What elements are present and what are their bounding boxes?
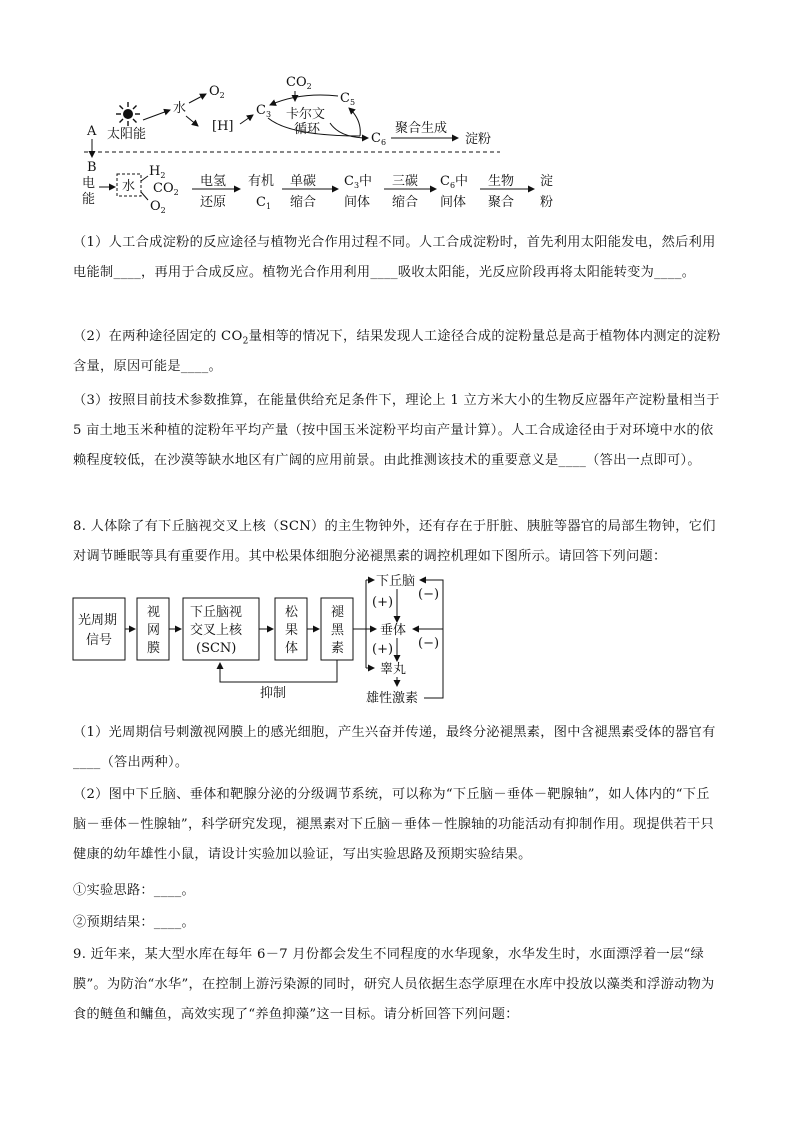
box4-line3: 体	[285, 641, 299, 656]
step1-bot: 还原	[200, 195, 227, 210]
co2b-label: $CO_2$	[153, 181, 179, 197]
step3-top: 三碳	[392, 174, 419, 189]
minus-label-2: (−)	[418, 636, 440, 651]
box1-line2: 信号	[86, 633, 113, 648]
melatonin-regulation-diagram	[70, 570, 460, 712]
q8-result: ②预期结果：____。	[73, 915, 195, 930]
h2-label: $H_2$	[149, 164, 166, 180]
water-label: 水	[173, 101, 187, 116]
q7-part2: （2）在两种途径固定的 $CO_2$量相等的情况下，结果发现人工途径合成的淀粉量总是高于植物体内测定的淀粉含量，原因可能是____。	[73, 329, 721, 374]
q8-part2: （2）图中下丘脑、垂体和靶腺分泌的分级调节系统，可以称为“下丘脑－垂体－靶腺轴”，如人体内的“下丘脑－垂体－性腺轴”，科学研究发现，褪黑素对下丘脑－垂体－性腺轴的功能活动有抑制作用。现提供若干只健康的幼年雄性小鼠，请设计实验加以验证，写出实验思路及预期实验结果。	[73, 787, 714, 862]
h-to-c3-arrow	[240, 115, 253, 124]
water2-label: 水	[122, 179, 136, 194]
product3-bot: 间体	[440, 195, 467, 210]
calvin-label-2: 循环	[294, 122, 321, 137]
q7-part1: （1）人工合成淀粉的反应途径与植物光合作用过程不同。人工合成淀粉时，首先利用太阳能发电，然后利用电能制____，再用于合成反应。植物光合作用利用____吸收太阳能，光反应阶段再将太阳能转变为____。	[73, 235, 716, 280]
step2-bot: 缩合	[290, 195, 317, 210]
elec-label-2: 能	[82, 192, 96, 207]
calvin-label-1: 卡尔文	[286, 107, 326, 122]
product2-bot: 间体	[344, 195, 371, 210]
minus-label-1: (−)	[418, 587, 440, 602]
product3-top: $C_6$中	[440, 174, 469, 190]
step4-bot: 聚合	[488, 195, 515, 210]
box3-line3: (SCN)	[196, 641, 237, 656]
inhibit-label: 抑制	[260, 686, 287, 701]
hypothalamus-label: 下丘脑	[376, 574, 416, 589]
o2-label: $O_2$	[209, 84, 225, 100]
sun-icon	[116, 102, 140, 126]
plus-label-1: (+)	[372, 595, 394, 610]
step2-top: 单碳	[290, 174, 317, 189]
box3-line1: 下丘脑视	[190, 605, 243, 620]
cycle-return-arrow	[349, 108, 360, 136]
box1-line1: 光周期	[78, 613, 118, 628]
androgen-label: 雄性激素	[366, 691, 419, 706]
box3-line2: 交叉上核	[190, 623, 243, 638]
box-light-signal	[73, 598, 125, 660]
step1-top: 电氢	[200, 174, 227, 189]
inhibit-loop	[220, 660, 337, 682]
c6-label: $C_6$	[371, 131, 387, 147]
c5-label: $C_5$	[340, 91, 356, 107]
product4-top: 淀	[540, 174, 554, 189]
q8-idea: ①实验思路：____。	[73, 883, 195, 898]
product4-bot: 粉	[540, 195, 554, 210]
box5-line2: 黑	[331, 623, 345, 638]
step4-top: 生物	[488, 174, 515, 189]
sun-to-water-arrow	[143, 110, 170, 120]
water-to-h-arrow	[186, 116, 198, 126]
c5-to-c3-arrow	[270, 95, 338, 105]
co2-label: $CO_2$	[286, 75, 312, 91]
polymer-label: 聚合生成	[395, 121, 448, 136]
c3-label: $C_3$	[256, 103, 272, 119]
pituitary-label: 垂体	[380, 623, 407, 638]
water-to-o2-arrow	[189, 94, 206, 103]
product1-bot: $C_1$	[256, 195, 272, 211]
starch-pathway-diagram	[70, 68, 590, 218]
starch-label: 淀粉	[465, 132, 492, 147]
q8-intro: 8. 人体除了有下丘脑视交叉上核（SCN）的主生物钟外，还有存在于肝脏、胰脏等器官的局部生物钟，它们对调节睡眠等具有重要作用。其中松果体细胞分泌褪黑素的调控机理如下图所示。请回答下列问题：	[73, 519, 716, 564]
step3-bot: 缩合	[392, 195, 419, 210]
product1-top: 有机	[248, 174, 275, 189]
sun-energy-label: 太阳能	[107, 127, 147, 142]
o2b-label: $O_2$	[150, 199, 166, 215]
box2-line3: 膜	[147, 641, 161, 656]
testis-label: 睾丸	[380, 662, 407, 677]
label-b: B	[87, 160, 97, 175]
h-label: [H]	[212, 119, 234, 134]
product2-top: $C_3$中	[344, 174, 373, 190]
box5-line1: 褪	[331, 605, 345, 620]
water-to-h2-arrow	[141, 176, 148, 181]
label-a: A	[87, 124, 97, 139]
box4-line1: 松	[285, 605, 299, 620]
box4-line2: 果	[285, 623, 299, 638]
q7-part3: （3）按照目前技术参数推算，在能量供给充足条件下，理论上 1 立方米大小的生物反应器年产淀粉量相当于 5 亩土地玉米种植的淀粉年平均产量（按中国玉米淀粉平均亩产量计算）。人工合成途径由于对环境中水的依赖程度较低，在沙漠等缺水地区有广阔的应用前景。由此推测该技术的重要意义是____（答出一点即可）。	[73, 393, 720, 468]
q8-part1: （1）光周期信号刺激视网膜上的感光细胞，产生兴奋并传递，最终分泌褪黑素，图中含褪黑素受体的器官有____（答出两种）。	[73, 725, 716, 770]
q9-intro: 9. 近年来，某大型水库在每年 6－7 月份都会发生不同程度的水华现象，水华发生时，水面漂浮着一层“绿膜”。为防治“水华”，在控制上游污染源的同时，研究人员依据生态学原理在水库中投放以藻类和浮游动物为食的鲢鱼和鳙鱼，高效实现了“养鱼抑藻”这一目标。请分析回答下列问题：	[73, 947, 715, 1022]
box2-line1: 视	[147, 605, 161, 620]
water-to-o2b-arrow	[141, 192, 148, 200]
plus-label-2: (+)	[372, 642, 394, 657]
box2-line2: 网	[147, 623, 161, 638]
box5-line3: 素	[331, 641, 345, 656]
elec-label-1: 电	[82, 176, 96, 191]
